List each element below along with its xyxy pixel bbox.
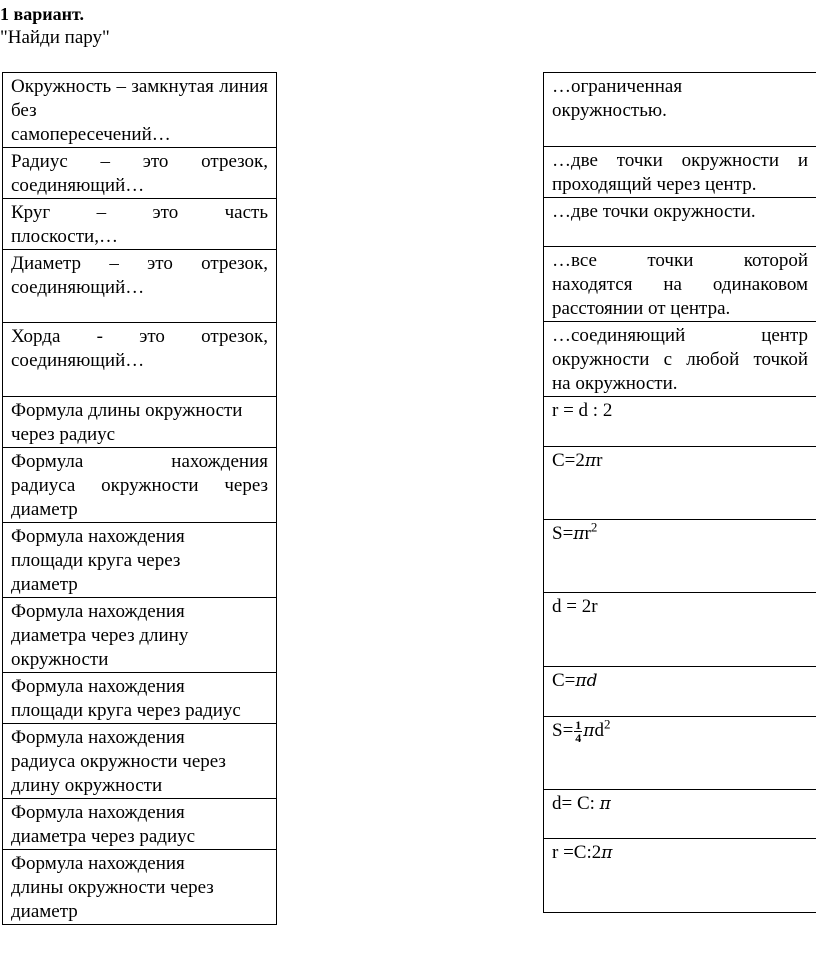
cell-text: Формула нахождения xyxy=(11,676,185,697)
cell-text: Формула нахождения xyxy=(11,802,185,823)
cell-text: π xyxy=(601,843,613,863)
left-cell xyxy=(3,323,277,397)
cell-text: S= xyxy=(552,523,574,544)
left-cell xyxy=(3,250,277,323)
cell-text: 2 xyxy=(590,519,598,535)
variant-title: 1 вариант. xyxy=(0,4,84,24)
right-cell xyxy=(544,839,816,913)
cell-text: …все точки которой xyxy=(552,250,808,271)
cell-text: Формула нахождения xyxy=(11,853,185,874)
left-cell xyxy=(3,73,277,148)
cell-text: соединяющий… xyxy=(11,350,145,371)
right-cell xyxy=(544,73,816,147)
cell-text: диаметра через радиус xyxy=(11,826,196,847)
cell-text: плоскости,… xyxy=(11,226,118,247)
cell-text: Формула длины окружности xyxy=(11,400,243,421)
cell-text: Круг – это часть xyxy=(11,202,268,223)
cell-text: r xyxy=(584,523,591,544)
cell-text: …две точки окружности и xyxy=(552,150,808,171)
cell-text: Хорда - это отрезок, xyxy=(11,326,268,347)
cell-text: r =C:2 xyxy=(552,842,602,863)
cell-text: диаметр xyxy=(11,574,78,595)
left-cell xyxy=(3,523,277,598)
cell-text: диаметр xyxy=(11,901,78,922)
cell-text: C= xyxy=(552,670,576,691)
cell-text: d= C: xyxy=(552,793,600,814)
cell-text: r xyxy=(596,450,603,471)
cell-text: Формула нахождения xyxy=(11,601,185,622)
left-cell xyxy=(3,598,277,673)
cell-text: проходящий через центр. xyxy=(552,174,757,195)
cell-text: …ограниченная xyxy=(552,76,683,97)
left-cell xyxy=(3,850,277,925)
formula: r = d : 2 xyxy=(552,400,613,421)
cell-text: Формула нахождения xyxy=(11,526,185,547)
cell-text: длины окружности через xyxy=(11,877,214,898)
right-cell xyxy=(544,667,816,717)
cell-text: соединяющий… xyxy=(11,175,145,196)
right-cell xyxy=(544,198,816,247)
cell-text: длину окружности xyxy=(11,775,163,796)
fraction xyxy=(574,719,582,744)
left-cell xyxy=(3,799,277,850)
cell-text: расстоянии от центра. xyxy=(552,298,731,319)
right-cell xyxy=(544,322,816,397)
cell-text: π xyxy=(573,524,585,544)
cell-text: S= xyxy=(552,720,574,741)
cell-text: C=2 xyxy=(552,450,585,471)
cell-text: на окружности. xyxy=(552,373,678,394)
cell-text: π xyxy=(583,721,595,741)
left-cell xyxy=(3,448,277,523)
cell-text: …две точки окружности. xyxy=(552,201,756,222)
cell-text: самопересечений… xyxy=(11,124,171,145)
right-cell xyxy=(544,247,816,322)
cell-text: находятся на одинаковом xyxy=(552,274,808,295)
left-cell xyxy=(3,199,277,250)
left-cell xyxy=(3,397,277,448)
cell-text: Формула нахождения xyxy=(11,451,268,472)
cell-text: площади круга через xyxy=(11,550,181,571)
left-column-table xyxy=(2,72,277,925)
cell-text: диаметр xyxy=(11,499,78,520)
cell-text: диаметра через длину xyxy=(11,625,189,646)
cell-text: Окружность – замкнутая линия без xyxy=(11,76,268,121)
cell-text: πd xyxy=(575,671,598,691)
formula: d = 2r xyxy=(552,596,598,617)
right-cell xyxy=(544,397,816,447)
left-cell xyxy=(3,673,277,724)
cell-text: 2 xyxy=(603,716,611,732)
cell-text: Формула нахождения xyxy=(11,727,185,748)
cell-text: радиуса окружности через xyxy=(11,751,226,772)
right-cell xyxy=(544,520,816,593)
cell-text: Радиус – это отрезок, xyxy=(11,151,268,172)
cell-text: π xyxy=(599,794,611,814)
cell-text: окружности с любой точкой xyxy=(552,349,808,370)
cell-text: π xyxy=(584,451,597,471)
cell-text: 4 xyxy=(575,731,582,746)
right-cell xyxy=(544,447,816,520)
cell-text: через радиус xyxy=(11,424,116,445)
cell-text: радиуса окружности через xyxy=(11,475,268,496)
cell-text: 1 xyxy=(575,718,582,733)
left-cell xyxy=(3,724,277,799)
cell-text: …соединяющий центр xyxy=(552,325,808,346)
right-column-table xyxy=(543,72,816,913)
right-cell xyxy=(544,147,816,198)
cell-text: окружностью. xyxy=(552,100,667,121)
cell-text: окружности xyxy=(11,649,109,670)
cell-text: площади круга через радиус xyxy=(11,700,241,721)
right-cell xyxy=(544,717,816,790)
cell-text: соединяющий… xyxy=(11,277,145,298)
right-cell xyxy=(544,593,816,667)
task-title: "Найди пару" xyxy=(0,27,110,48)
cell-text: Диаметр – это отрезок, xyxy=(11,253,268,274)
right-cell xyxy=(544,790,816,839)
cell-text: d xyxy=(594,720,604,741)
left-cell xyxy=(3,148,277,199)
